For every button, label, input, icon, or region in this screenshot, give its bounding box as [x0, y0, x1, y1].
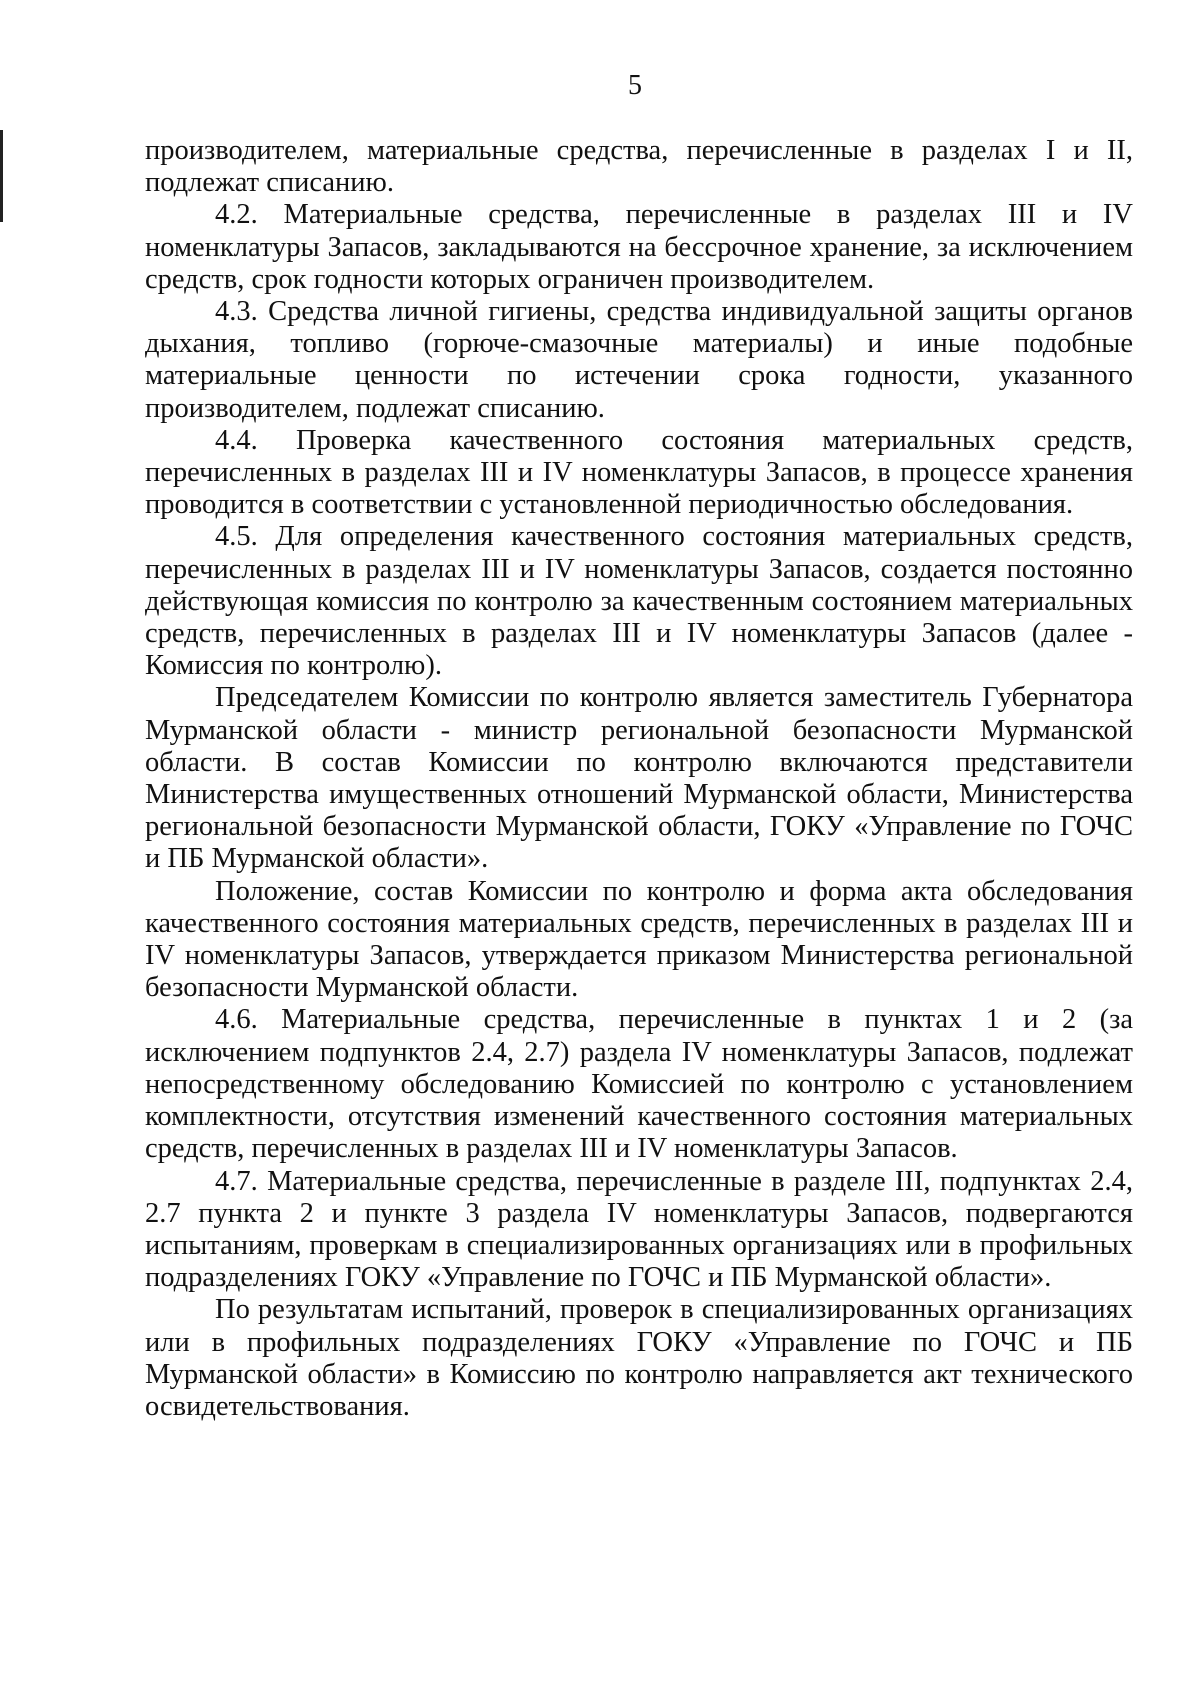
paragraph-4-7: 4.7. Материальные средства, перечисленные в разделе III, подпунктах 2.4, 2.7 пункта 2 и пункте 3 раздела IV номенклатуры Запасов, подвергаются испытаниям, проверкам в специализированных организациях или в профильных подразделениях ГОКУ «Управление по ГОЧС и ПБ Мурманской области».: [145, 1165, 1133, 1294]
paragraph-4-2: 4.2. Материальные средства, перечисленные в разделах III и IV номенклатуры Запасов, закладываются на бессрочное хранение, за исключением средств, срок годности которых ограничен производителем.: [145, 199, 1133, 295]
document-body: [145, 135, 1133, 1423]
paragraph-4-5: 4.5. Для определения качественного состояния материальных средств, перечисленных в разделах III и IV номенклатуры Запасов, создается постоянно действующая комиссия по контролю за качественным состоянием материальных средств, перечисленных в разделах III и IV номенклатуры Запасов (далее - Комиссия по контролю).: [145, 521, 1133, 682]
paragraph-commission-regulation: Положение, состав Комиссии по контролю и форма акта обследования качественного состояния материальных средств, перечисленных в разделах III и IV номенклатуры Запасов, утверждается приказом Министерства региональной безопасности Мурманской области.: [145, 875, 1133, 1004]
paragraph-continuation: производителем, материальные средства, перечисленные в разделах I и II, подлежат списанию.: [145, 135, 1133, 199]
paragraph-4-6: 4.6. Материальные средства, перечисленные в пунктах 1 и 2 (за исключением подпунктов 2.4, 2.7) раздела IV номенклатуры Запасов, подлежат непосредственному обследованию Комиссией по контролю с установлением комплектности, отсутствия изменений качественного состояния материальных средств, перечисленных в разделах III и IV номенклатуры Запасов.: [145, 1004, 1133, 1165]
paragraph-test-results: По результатам испытаний, проверок в специализированных организациях или в профильных подразделениях ГОКУ «Управление по ГОЧС и ПБ Мурманской области» в Комиссию по контролю направляется акт технического освидетельствования.: [145, 1294, 1133, 1422]
page-number: 5: [628, 70, 642, 101]
paragraph-commission-chair: Председателем Комиссии по контролю является заместитель Губернатора Мурманской области - министр региональной безопасности Мурманской области. В состав Комиссии по контролю включаются представители Министерства имущественных отношений Мурманской области, Министерства региональной безопасности Мурманской области, ГОКУ «Управление по ГОЧС и ПБ Мурманской области».: [145, 682, 1133, 875]
scan-edge-mark: [0, 130, 3, 222]
paragraph-4-3: 4.3. Средства личной гигиены, средства индивидуальной защиты органов дыхания, топливо (горюче-смазочные материалы) и иные подобные материальные ценности по истечении срока годности, указанного производителем, подлежат списанию.: [145, 296, 1133, 424]
paragraph-4-4: 4.4. Проверка качественного состояния материальных средств, перечисленных в разделах III и IV номенклатуры Запасов, в процессе хранения проводится в соответствии с установленной периодичностью обследования.: [145, 424, 1133, 521]
